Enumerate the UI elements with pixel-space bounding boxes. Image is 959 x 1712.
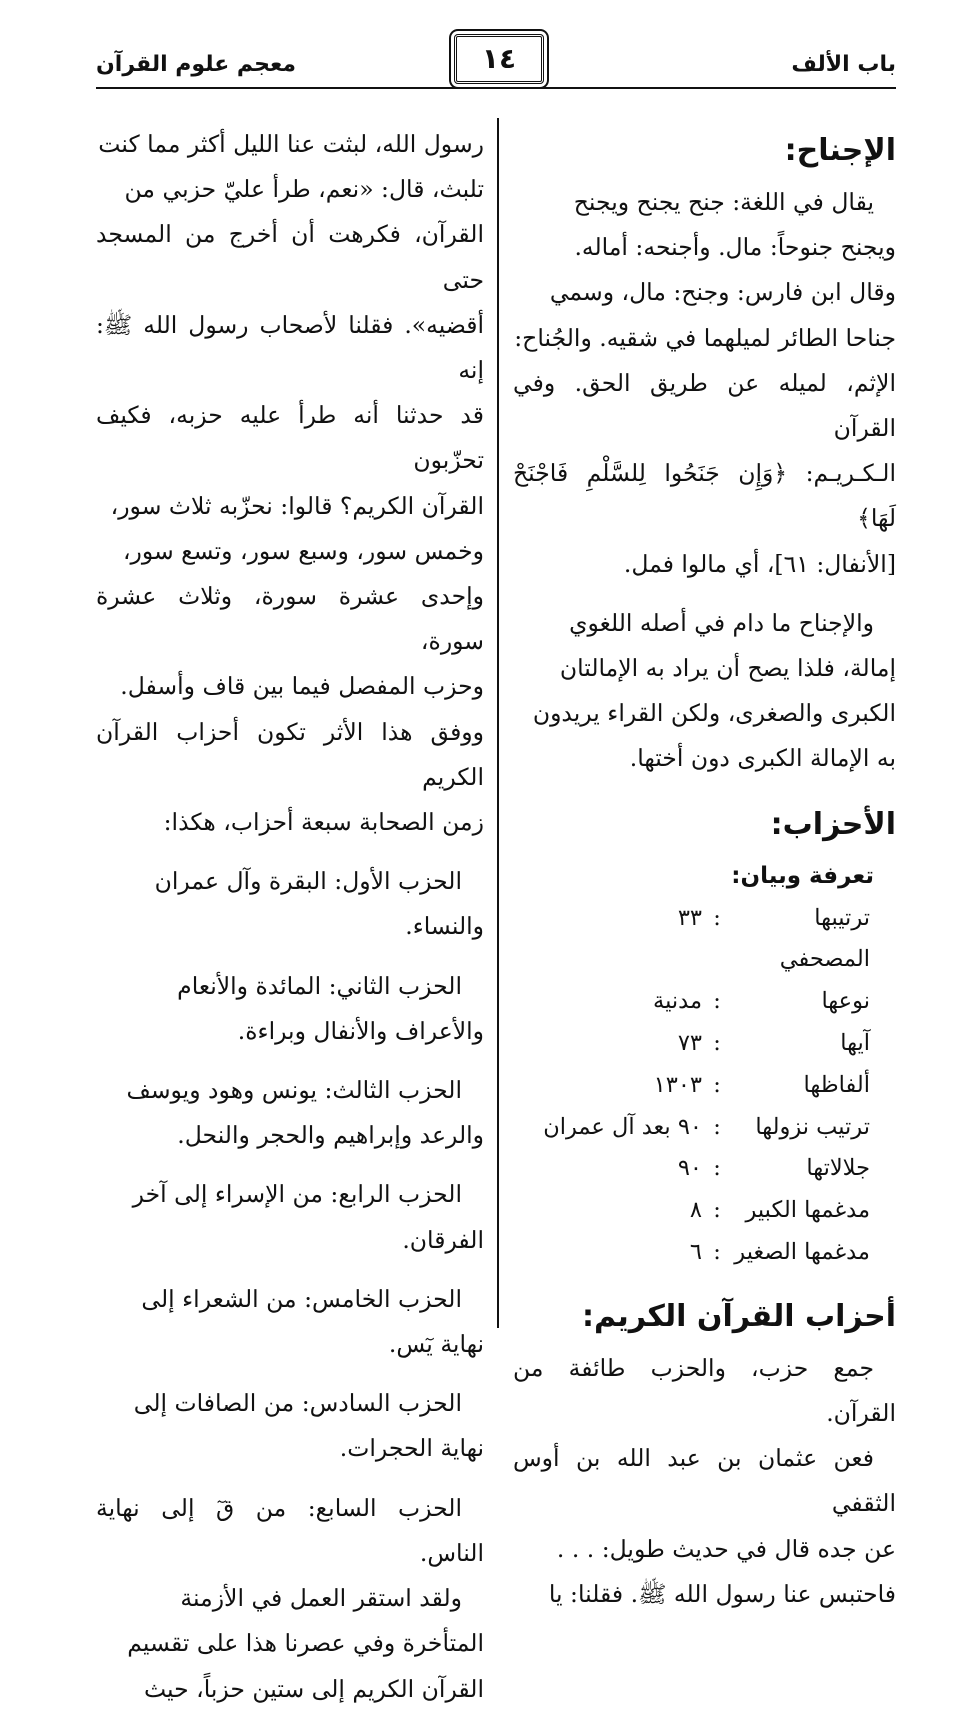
info-row <box>513 1065 870 1107</box>
hizb-item-2 <box>96 964 484 1054</box>
text-line: والأعراف والأنفال وبراءة. <box>237 1016 484 1045</box>
text-line: إمالة، فلذا يصح أن يراد به الإمالتان <box>559 654 896 683</box>
section-subheading: تعرفة وبيان: <box>731 862 874 889</box>
text-line: زمن الصحابة سبعة أحزاب، هكذا: <box>163 808 484 837</box>
info-label: ترتيب نزولها <box>755 1113 870 1140</box>
left-column <box>96 122 484 1712</box>
info-label: ألفاظها <box>803 1071 870 1098</box>
text-line: وإحدى عشرة سورة، وثلاث عشرة سورة، <box>96 582 484 656</box>
info-value: ٧٣ <box>677 1030 702 1057</box>
info-label: آيها <box>840 1030 870 1057</box>
text-line: الحزب الرابع: من الإسراء إلى آخر <box>132 1180 462 1209</box>
text-line: رسول الله، لبثت عنا الليل أكثر مما كنت <box>98 130 484 158</box>
surah-info-table <box>513 898 896 1274</box>
page-number: ١٤ <box>481 42 517 75</box>
info-separator: : <box>713 1239 721 1266</box>
section-heading-ahzab: الأحزاب: <box>770 806 896 842</box>
info-row <box>513 1232 870 1274</box>
text-line: والرعد وإبراهيم والحجر والنحل. <box>177 1121 484 1150</box>
text-line: نهاية الحجرات. <box>339 1434 484 1463</box>
info-separator: : <box>713 904 721 931</box>
hizb-item-4 <box>96 1172 484 1262</box>
info-value: مدنية <box>653 988 702 1015</box>
text-line: الحزب الثالث: يونس وهود ويوسف <box>126 1076 462 1105</box>
info-row <box>513 898 870 982</box>
page-number-frame <box>454 34 544 84</box>
text-line: القرآن الكريم؟ قالوا: نحزّبه ثلاث سور، <box>110 491 484 520</box>
book-title: معجم علوم القرآن <box>96 52 297 77</box>
text-line: القرآن، فكرهت أن أخرج من المسجد حتى <box>96 220 484 294</box>
text-line: الحزب الأول: البقرة وآل عمران <box>154 867 462 896</box>
info-separator: : <box>713 988 721 1015</box>
hizb-item-1 <box>96 859 484 949</box>
header-rule <box>96 87 896 89</box>
info-separator: : <box>713 1071 721 1098</box>
text-line: يقال في اللغة: جنح يجنح ويجنح <box>573 188 874 216</box>
info-separator: : <box>713 1197 721 1224</box>
text-line: الحزب السادس: من الصافات إلى <box>133 1389 462 1418</box>
info-value: ٨ <box>689 1197 702 1224</box>
text-line: فاحتبس عنا رسول الله ﷺ. فقلنا: يا <box>548 1579 896 1608</box>
text-line: الإثم، لميله عن طريق الحق. وفي القرآن <box>513 368 896 443</box>
quran-verse-line: الـكـريـم: ﴿وَإِن جَنَحُوا لِلسَّلْمِ فَاجْنَحْ لَهَا﴾ <box>513 459 896 533</box>
hizb-item-7 <box>96 1486 484 1576</box>
quran-ahzab-paragraph <box>513 1346 896 1617</box>
ijnah-paragraph-1 <box>513 180 896 587</box>
sixty-ahzab-paragraph <box>96 1576 484 1712</box>
info-separator: : <box>713 1030 721 1057</box>
text-line: والنساء. <box>405 912 484 941</box>
hizb-item-3 <box>96 1068 484 1158</box>
info-value: ٦ <box>689 1239 702 1266</box>
verse-citation: [الأنفال: ٦١]، أي مالوا فمل. <box>623 549 896 578</box>
column-divider <box>497 118 499 1328</box>
info-row <box>513 981 870 1023</box>
text-line: ويجنح جنوحاً: مال. وأجنحه: أماله. <box>574 233 896 262</box>
text-line: قد حدثنا أنه طرأ عليه حزبه، فكيف تحزّبون <box>96 401 484 475</box>
text-line: الحزب الخامس: من الشعراء إلى <box>141 1284 462 1313</box>
info-label: ترتيبها المصحفي <box>779 904 870 973</box>
info-value: ٩٠ <box>677 1155 702 1182</box>
info-separator: : <box>713 1113 721 1140</box>
text-line: والإجناح ما دام في أصله اللغوي <box>569 608 874 637</box>
info-value: ٩٠ بعد آل عمران <box>543 1113 702 1140</box>
text-line: القرآن الكريم إلى ستين حزباً، حيث <box>143 1674 484 1703</box>
hizb-item-5 <box>96 1277 484 1367</box>
info-label: مدغمها الكبير <box>745 1197 870 1224</box>
info-separator: : <box>713 1155 721 1182</box>
right-column <box>513 122 896 1617</box>
ijnah-paragraph-2 <box>513 601 896 782</box>
section-heading-ijnah: الإجناح: <box>784 133 896 168</box>
text-line: وحزب المفصل فيما بين قاف وأسفل. <box>120 672 484 701</box>
info-label: جلالاتها <box>806 1155 870 1182</box>
info-row <box>513 1023 870 1065</box>
text-line: تلبث، قال: «نعم، طرأ عليّ حزبي من <box>124 175 484 204</box>
text-line: فعن عثمان بن عبد الله بن أوس الثقفي <box>513 1444 896 1518</box>
info-value: ١٣٠٣ <box>653 1071 702 1098</box>
text-line: وخمس سور، وسبع سور، وتسع سور، <box>122 536 484 565</box>
text-line: الكبرى والصغرى، ولكن القراء يريدون <box>532 699 896 728</box>
info-label: مدغمها الصغير <box>734 1239 870 1266</box>
text-line: الحزب السابع: من قٓ إلى نهاية الناس. <box>96 1493 484 1567</box>
hizb-item-6 <box>96 1381 484 1471</box>
ahzab-intro-paragraph <box>96 710 484 846</box>
text-line: جناحا الطائر لميلهما في شقيه. والجُناح: <box>514 323 896 352</box>
text-line: به الإمالة الكبرى دون أختها. <box>629 744 896 773</box>
text-line: أقضيه». فقلنا لأصحاب رسول الله ﷺ: إنه <box>96 310 484 385</box>
text-line: ولقد استقر العمل في الأزمنة <box>180 1584 462 1613</box>
text-line: المتأخرة وفي عصرنا هذا على تقسيم <box>127 1629 484 1658</box>
info-label: نوعها <box>821 988 870 1015</box>
text-line: الفرقان. <box>402 1225 484 1254</box>
chapter-title: باب الألف <box>791 52 896 77</box>
page-header <box>96 26 896 88</box>
text-line: نهاية يٓس. <box>388 1330 484 1359</box>
hadith-continuation <box>96 122 484 710</box>
info-row <box>513 1190 870 1232</box>
info-row <box>513 1107 870 1149</box>
text-line: وقال ابن فارس: وجنح: مال، وسمي <box>549 278 896 307</box>
info-value: ٣٣ <box>677 904 702 931</box>
section-heading-quran-ahzab: أحزاب القرآن الكريم: <box>581 1298 896 1334</box>
text-line: جمع حزب، والحزب طائفة من القرآن. <box>513 1353 896 1428</box>
text-line: عن جده قال في حديث طويل: . . . <box>556 1534 896 1563</box>
text-line: ووفق هذا الأثر تكون أحزاب القرآن الكريم <box>96 717 484 791</box>
text-line: الحزب الثاني: المائدة والأنعام <box>177 971 462 1000</box>
info-row <box>513 1148 870 1190</box>
